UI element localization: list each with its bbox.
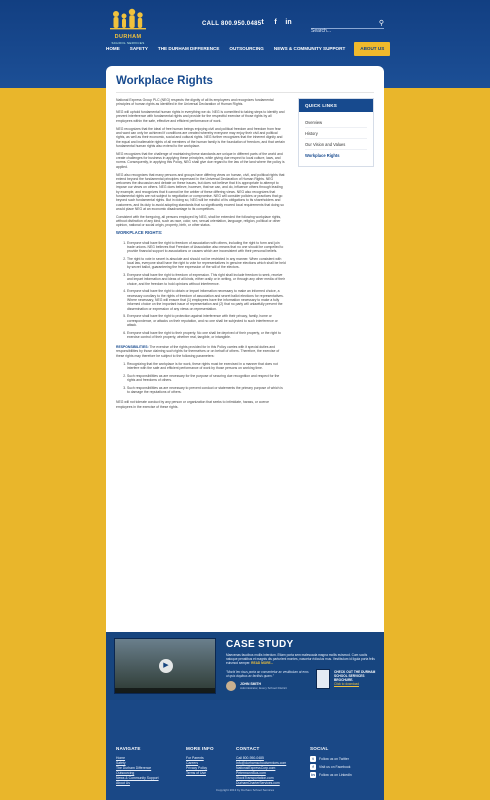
quick-link-vision-values[interactable]: Our Vision and Values [305,139,367,150]
rights-item: 4. Everyone shall have the right to obtain or impart information necessary to make an informed choice, a necessary corollary to the rights of freedom of association and secret ballot elections for representatives. Where necessary, NEG will ensure that (1) employees have the information necessary to make a fully informed choice on the important issue of representation and (2) that no party will unlawfully prevent the dissemination or expression of any views on representation. [127,289,286,310]
logo-wordmark: DURHAM [114,34,142,40]
footer-heading: CONTACT [236,746,260,751]
title-divider [116,92,374,93]
case-study-section [106,632,384,700]
responsibilities-label: RESPONSIBILITIES: [116,345,149,350]
policy-body [116,98,286,412]
footer-link-terms[interactable]: Terms of Use [186,771,206,775]
nav-outsourcing[interactable]: OUTSOURCING [229,46,264,51]
intro-paragraph: NEG recognizes that the ideal of free human beings enjoying civil and political freedom and freedom from fear and want can only be achieved if conditions are created whereby everyone may enjoy their civil and political rights, as well as their economic, social and cultural rights. NEG further recognizes that the inherent dignity and the equal and inalienable rights of all members of the human family is the foundation of freedom, and that certain fundamental human rights also extend to the workplace. [116,126,285,148]
footer-heading: NAVIGATE [116,746,141,751]
footer-link-privacy[interactable]: Privacy Policy [186,766,208,770]
nav-news-community[interactable]: NEWS & COMMUNITY SUPPORT [273,46,346,51]
footer-link-parents[interactable]: For Parents [186,756,204,760]
case-study-title: CASE STUDY [226,639,294,650]
responsibility-item: 3. Such responsibilities as are necessary to prevent conduct or statements the primary purpose of which is to damage the reputations of others. [127,386,286,395]
logo-subtitle: SCHOOL SERVICES [111,41,145,45]
footer-link-careers[interactable]: Careers [186,761,199,765]
responsibility-item: 2. Such responsibilities as are necessary for the purpose of securing due recognition and respect for the rights and freedoms of others. [127,374,286,383]
rights-list [121,241,286,340]
responsibilities-list [121,362,286,395]
copyright: Copyright 2013 by Durham School Services [215,788,275,792]
footer-link-news[interactable]: News & Community Support [116,776,159,780]
video-controls[interactable] [115,688,215,693]
footer-contact-site[interactable]: PetermannBus.com [236,771,266,775]
nav-durham-difference[interactable]: THE DURHAM DIFFERENCE [157,46,220,51]
quote-author [240,682,320,690]
responsibilities-paragraph [116,345,286,358]
author-name: JOHN SMITH [240,682,261,686]
footer-heading: MORE INFO [186,746,214,751]
children-silhouette-icon [106,8,150,34]
main-nav [106,42,385,56]
linkedin-icon[interactable]: in [311,772,315,777]
quick-link-overview[interactable]: Overview [305,117,367,128]
intro-paragraph: NEG will uphold fundamental human rights in everything we do. NEG is committed to taking steps to identify and prevent interference with fundamental rights and provide for the respectful exercise of those rights by all employees within the safe, effective and efficient performance of work. [116,110,285,123]
rights-item: 1. Everyone shall have the right to freedom of association with others, including the right to form and join trade unions. NEG believes that Freedom of Association also means that no one should be compelled to provide financial support to associations or causes which are inconsistent with their personal beliefs. [127,241,286,254]
facebook-icon[interactable]: f [310,764,316,770]
closing-paragraph: NEG will not tolerate conduct by any person or organization that seeks to intimidate, harass, or coerce employees in the exercise of these rights. [116,400,270,409]
search-input[interactable] [311,27,371,36]
footer-link-outsourcing[interactable]: Outsourcing [116,771,135,775]
twitter-icon[interactable]: t [310,756,316,762]
header-social [259,19,292,26]
footer-link-safety[interactable]: Safety [116,761,126,765]
search-box [311,19,384,29]
play-icon[interactable]: ▶ [159,659,173,673]
page-title: Workplace Rights [116,75,213,87]
footer-linkedin[interactable] [310,772,352,778]
responsibilities-text: The exercise of the rights provided for in this Policy carries with it special duties and responsibilities by those claiming such rights for themselves or on behalf of others. Therefore, the exercise of these rights may therefore be subject to the following parameters: [116,345,280,358]
read-more-link[interactable]: READ MORE... [251,661,274,665]
footer-social [310,746,352,780]
quick-links-heading: QUICK LINKS [299,99,373,112]
footer-contact-phone[interactable]: Call 800-950-0485 [236,756,264,760]
footer-link-about[interactable]: About Us [116,781,130,785]
footer-link-durham-difference[interactable]: The Durham Difference [116,766,152,770]
brochure-promo[interactable] [316,669,378,693]
responsibility-item: 1. Recognizing that the workplace is for work, these rights must be exercised in a manner that does not interfere with the safe and efficient performance of work by those persons on working time. [127,362,286,371]
quick-link-history[interactable]: History [305,128,367,139]
quick-links-panel [298,98,374,167]
brochure-thumbnail[interactable] [316,669,330,689]
site-footer [106,700,384,800]
facebook-link[interactable]: Visit us on Facebook [319,764,351,769]
nav-home[interactable]: HOME [106,46,120,51]
twitter-link[interactable]: Follow us on Twitter [319,756,349,761]
footer-contact [236,746,286,786]
case-study-video[interactable] [114,638,216,694]
author-role: Administrator, Every School District [240,686,287,690]
phone-number[interactable]: CALL 800.950.0485 [202,21,262,27]
intro-paragraph: Consistent with the foregoing, all persons employed by NEG, shall be extended the following workplace rights, without distinction of any kind, such as race, color, sex, sexual orientation, language, religion, political or other opinion, national or social origin, property, birth, or other status. [116,214,282,228]
twitter-icon[interactable]: t [261,19,264,26]
footer-contact-site[interactable]: NationalExpressCorp.com [236,766,276,770]
case-study-text: Maecenas faucibus mollis interdum. Etiam porta sem malesuada magna mollis euismod. Cum sociis natoque penatibus et magnis dis parturient montes, nascetur ridiculus mus. Vestibulum id ligula porta felis euismod semper. [226,653,375,665]
rights-item: 6. Everyone shall have the right to their property. No one shall be deprived of their property, or the right to exercise control of their property, whether real, tangible, or intangible. [127,331,286,340]
intro-paragraph: National Express Group PLC (NEG) respects the dignity of all its employees and recognizes fundamental principles of human rights as identified in the Universal Declaration of Human Rights. [116,98,274,107]
content-sheet [106,66,384,632]
footer-navigate [116,746,159,786]
footer-heading: SOCIAL [310,746,329,751]
footer-contact-site[interactable]: StockTransportation.com [236,776,274,780]
footer-contact-email[interactable]: Info@durhamschoolservices.com [236,761,287,765]
brochure-caption: CHECK OUT THE DURHAM SCHOOL SERVICES BROCHURE. [334,670,376,682]
footer-twitter[interactable] [310,756,352,762]
footer-facebook[interactable] [310,764,352,770]
nav-about-us[interactable]: ABOUT US [354,42,390,56]
footer-link-home[interactable]: Home [116,756,126,760]
brochure-download-link[interactable]: Click to download [334,682,359,686]
rights-heading: WORKPLACE RIGHTS: [116,230,163,236]
search-icon[interactable]: ⚲ [378,20,384,27]
avatar [226,681,236,691]
linkedin-icon[interactable]: in [285,19,292,26]
brochure-text [334,670,378,686]
intro-paragraph: NEG recognizes that the challenge of maintaining these standards are unique in different parts of the world and create challenges for business in applying these principles, while giving due respect to local culture, laws, and norms. Consequently, in applying this Policy, NEG shall give due regard to the law of the land where the policy is applied. [116,151,285,169]
rights-item: 5. Everyone shall have the right to protection against interference with their privacy, family, home or correspondence, or attacks on their reputation, and no one shall be subjected to such interference or attack. [127,314,286,327]
intro-paragraph: NEG also recognizes that many persons and groups have differing views on human, civil, and political rights that extend beyond the fundamental principles expressed in the Universal Declaration of Human Rights. NEG welcomes the discussion and debate on these issues, but does not believe that it is appropriate to attempt to impose our views on others. NEG does believe, however, that we can, and do, influence others through leading by example, and recognizes that it cannot be the arbiter of these differing views. NEG also recognizes that fundamental rights are not subject to negotiation or compromise. NEG will consider policies or practices that go beyond such fundamental rights. But in doing so, NEG will be mindful of its obligations to its shareholders and customers, and its duty to avoid adopting standards that so significantly exceed local requirements that doing so would place NEG at an economic disadvantage to its competitors. [116,172,285,211]
rights-item: 3. Everyone shall have the right to freedom of expression. This right shall include freedom to seek, receive and impart information and ideas of all kinds, either orally or in writing, or through any other media of their choice, and the freedom to hold opinions without interference. [127,273,286,286]
linkedin-link[interactable]: Follow us on LinkedIn [319,772,352,777]
nav-safety[interactable]: SAFETY [129,46,148,51]
quick-link-workplace-rights[interactable]: Workplace Rights [305,152,340,158]
case-study-quote: "Morbi leo risus porta ac consectetur ac vestibulum at eros ut quis dapibus ac facilisis quam." [226,670,309,678]
rights-item: 2. The right to vote in secret is absolute and should not be restricted in any manner. When consistent with local law, everyone shall have the right to vote for representatives in genuine elections which shall be held by secret ballot, guaranteeing the free expression of the will of the electors. [127,257,286,270]
footer-contact-site[interactable]: DurhamCharterServices.com [236,781,280,785]
footer-more-info [186,746,214,776]
case-study-description [226,653,376,665]
facebook-icon[interactable]: f [274,19,277,26]
